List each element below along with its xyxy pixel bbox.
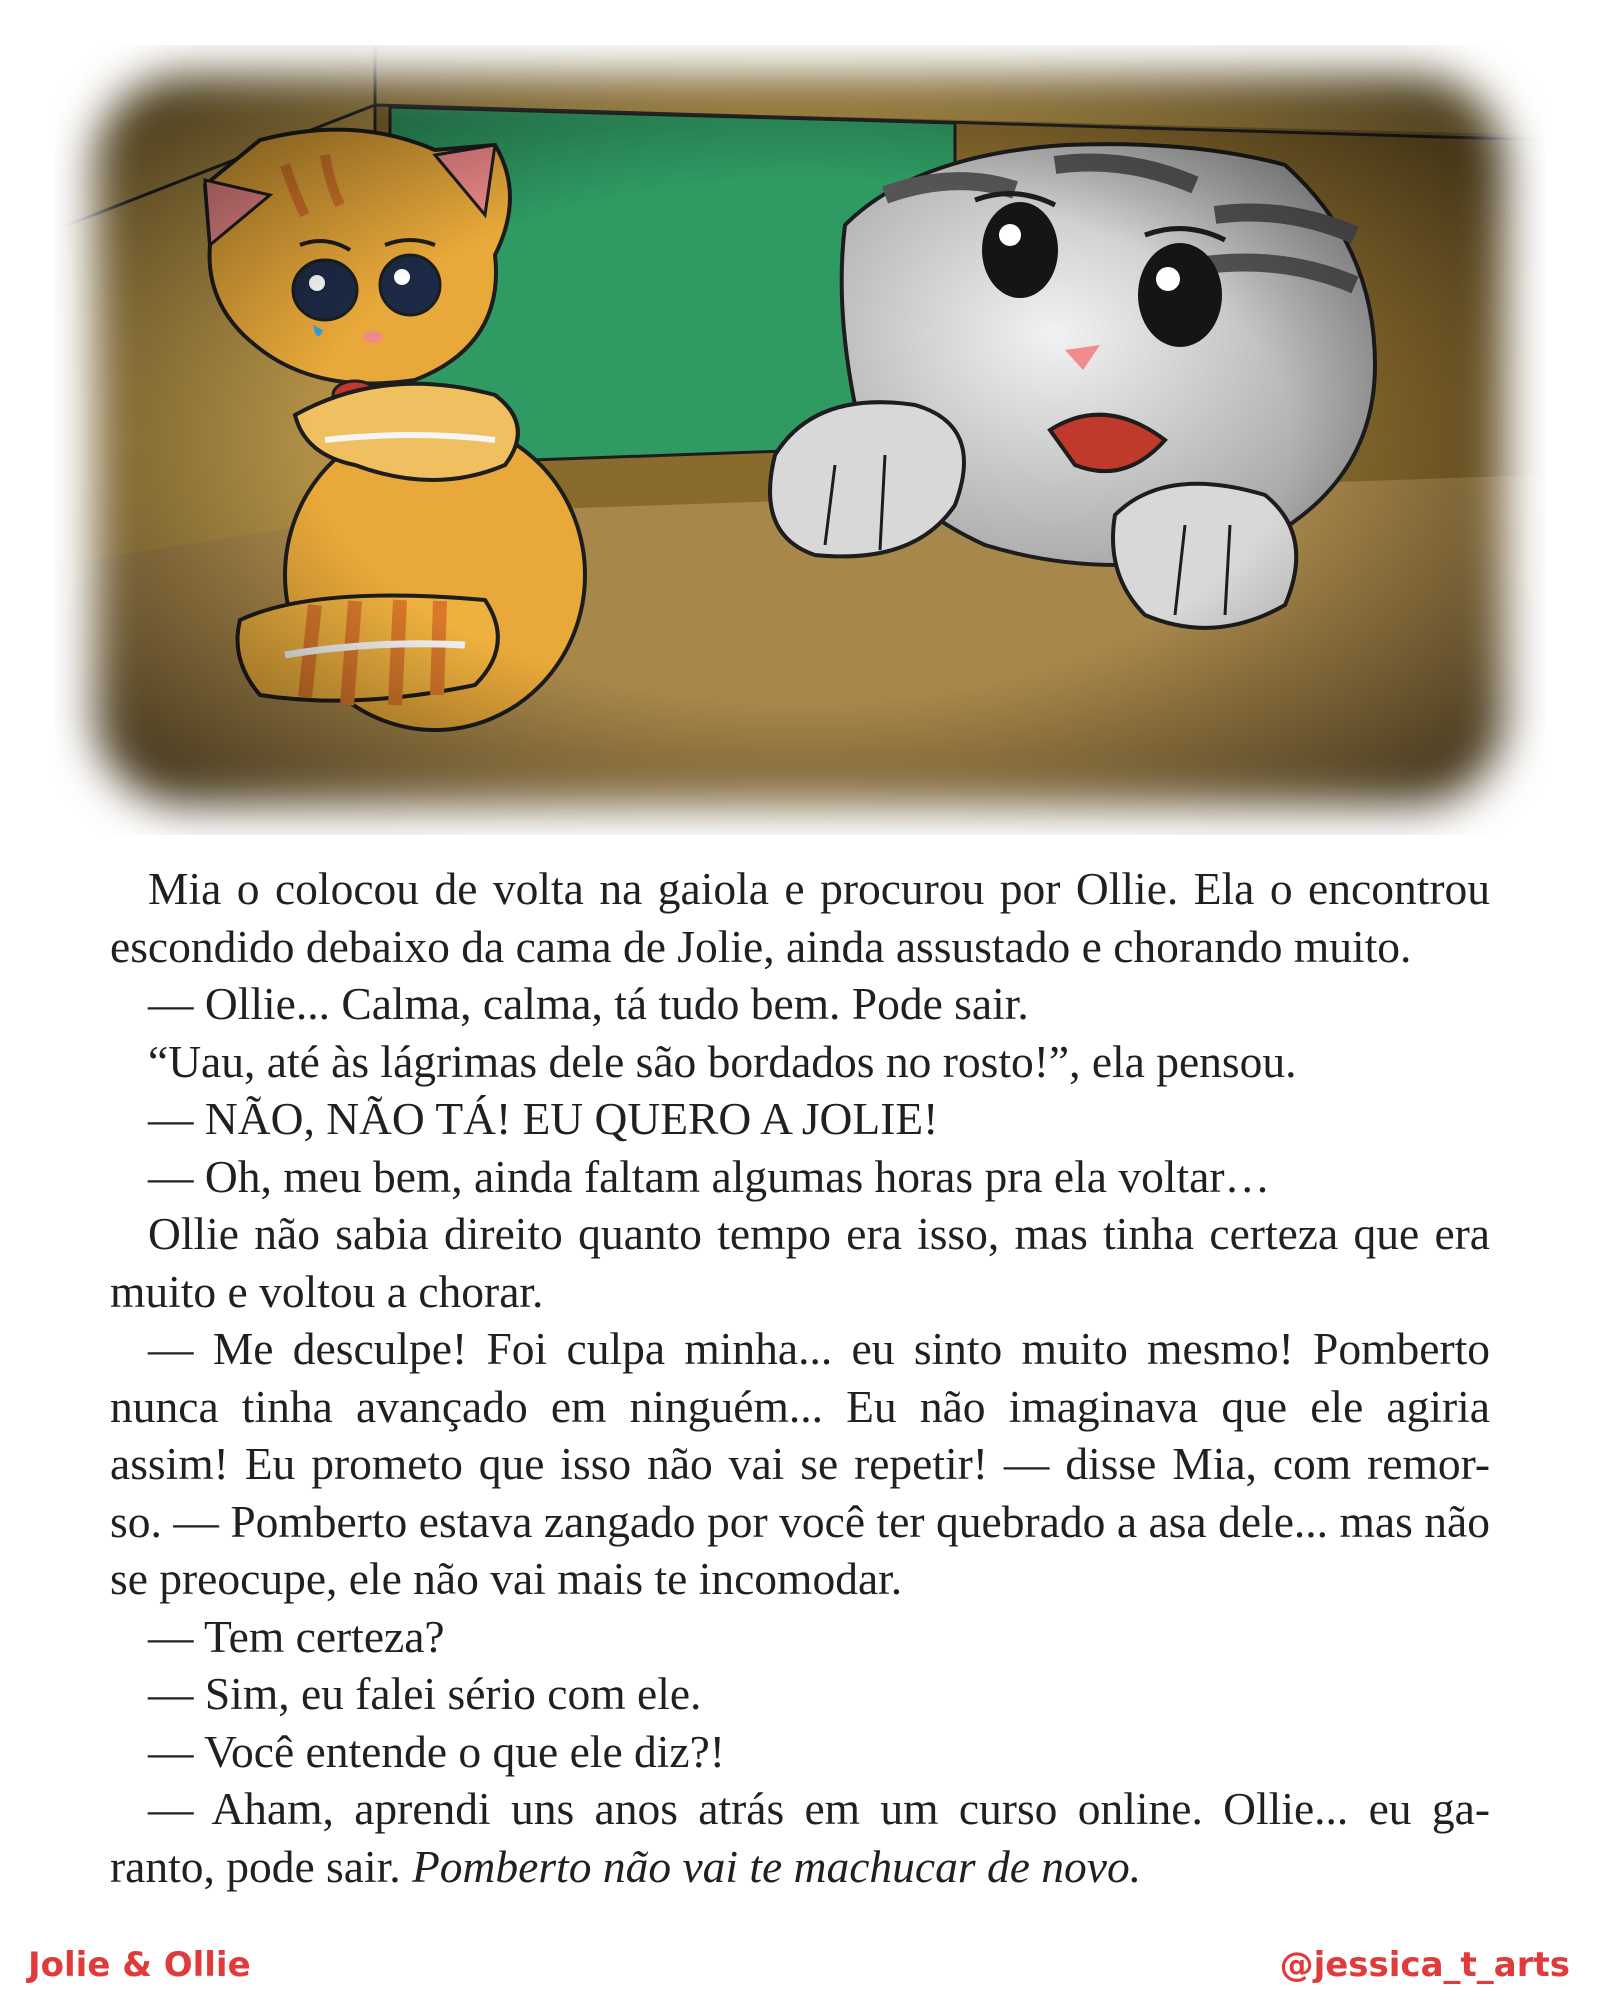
story-illustration [55, 45, 1545, 835]
story-text [110, 860, 1490, 1895]
story-paragraph: so. — Pomberto estava zangado por você ter quebrado a asa dele... mas não se preocupe, ele não vai mais te incomodar. [110, 1495, 1490, 1604]
final-line-plain: ranto, pode sair. [110, 1840, 401, 1892]
story-paragraph: Ollie não sabia direito quanto tempo era isso, mas tinha certeza que era muito e voltou a chorar. [110, 1208, 1490, 1317]
story-paragraph: — Oh, meu bem, ainda faltam algumas horas pra ela voltar… [148, 1150, 1270, 1202]
book-title: Jolie & Ollie [28, 1945, 251, 1985]
final-line-italic: Pomberto não vai te machucar de novo. [412, 1840, 1142, 1892]
story-paragraph: — Você entende o que ele diz?! [148, 1725, 725, 1777]
story-paragraph: — Me desculpe! Foi culpa minha... eu sinto muito mesmo! Pomberto nunca tinha avançado em ninguém... Eu não imaginava que ele agiria assim! Eu prometo que isso não vai se repetir! — disse Mia, com remor- [110, 1323, 1490, 1489]
artist-handle: @jessica_t_arts [1279, 1945, 1570, 1985]
story-paragraph: — NÃO, NÃO TÁ! EU QUERO A JOLIE! [148, 1093, 939, 1144]
story-paragraph: — Sim, eu falei sério com ele. [148, 1668, 702, 1719]
story-paragraph: — Ollie... Calma, calma, tá tudo bem. Pode sair. [148, 978, 1029, 1029]
story-paragraph: — Aham, aprendi uns anos atrás em um curso online. Ollie... eu ga- [148, 1783, 1490, 1834]
story-paragraph: — Tem certeza? [148, 1610, 445, 1662]
story-final-line [110, 1838, 1490, 1896]
story-paragraph: “Uau, até às lágrimas dele são bordados no rosto!”, ela pensou. [148, 1035, 1297, 1087]
story-paragraph: Mia o colocou de volta na gaiola e procurou por Ollie. Ela o encontrou escondido debaixo da cama de Jolie, ainda assustado e chorando muito. [110, 863, 1490, 972]
